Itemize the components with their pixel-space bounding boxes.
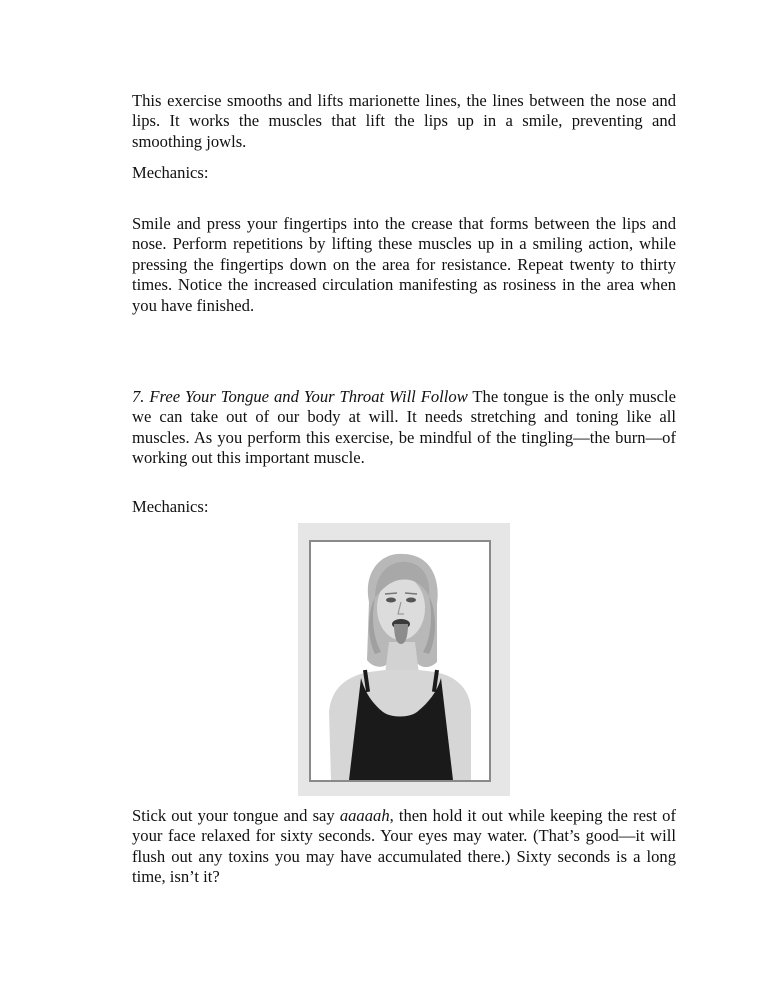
instructions-part-1: Stick out your tongue and say <box>132 806 340 825</box>
smile-instructions-paragraph: Smile and press your fingertips into the crease that forms between the lips and nose. Perform repetitions by lifting these muscles up in a smiling action, while pressing the fingertips down on the area for resistance. Repeat twenty to thirty times. Notice the increased circulation manifesting as rosiness in the area when you have finished. <box>132 214 676 315</box>
exercise-title: 7. Free Your Tongue and Your Throat Will Follow <box>132 387 468 406</box>
mechanics-heading-2: Mechanics: <box>132 497 209 516</box>
mechanics-heading-1: Mechanics: <box>132 163 209 182</box>
woman-tongue-photo <box>309 540 491 782</box>
intro-paragraph: This exercise smooths and lifts marionette lines, the lines between the nose and lips. It works the muscles that lift the lips up in a smile, preventing and smoothing jowls. <box>132 91 676 151</box>
tongue-instructions-paragraph <box>132 806 676 888</box>
photo-frame <box>298 523 510 796</box>
exercise-description: The tongue is the only muscle we can take out of our body at will. It needs stretching and toning like all muscles. As you perform this exercise, be mindful of the tingling—the burn—of working out this important muscle. <box>132 387 676 468</box>
instructions-part-2: , then hold it out while keeping the rest of your face relaxed for sixty seconds. Your eyes may water. (That’s good—it will flush out any toxins you may have accumulated there.) Sixty seconds is a long time, isn’t it? <box>132 806 676 887</box>
woman-illustration <box>311 542 489 780</box>
instructions-emphasis: aaaaah <box>339 806 390 825</box>
tongue-exercise-paragraph <box>132 387 676 469</box>
